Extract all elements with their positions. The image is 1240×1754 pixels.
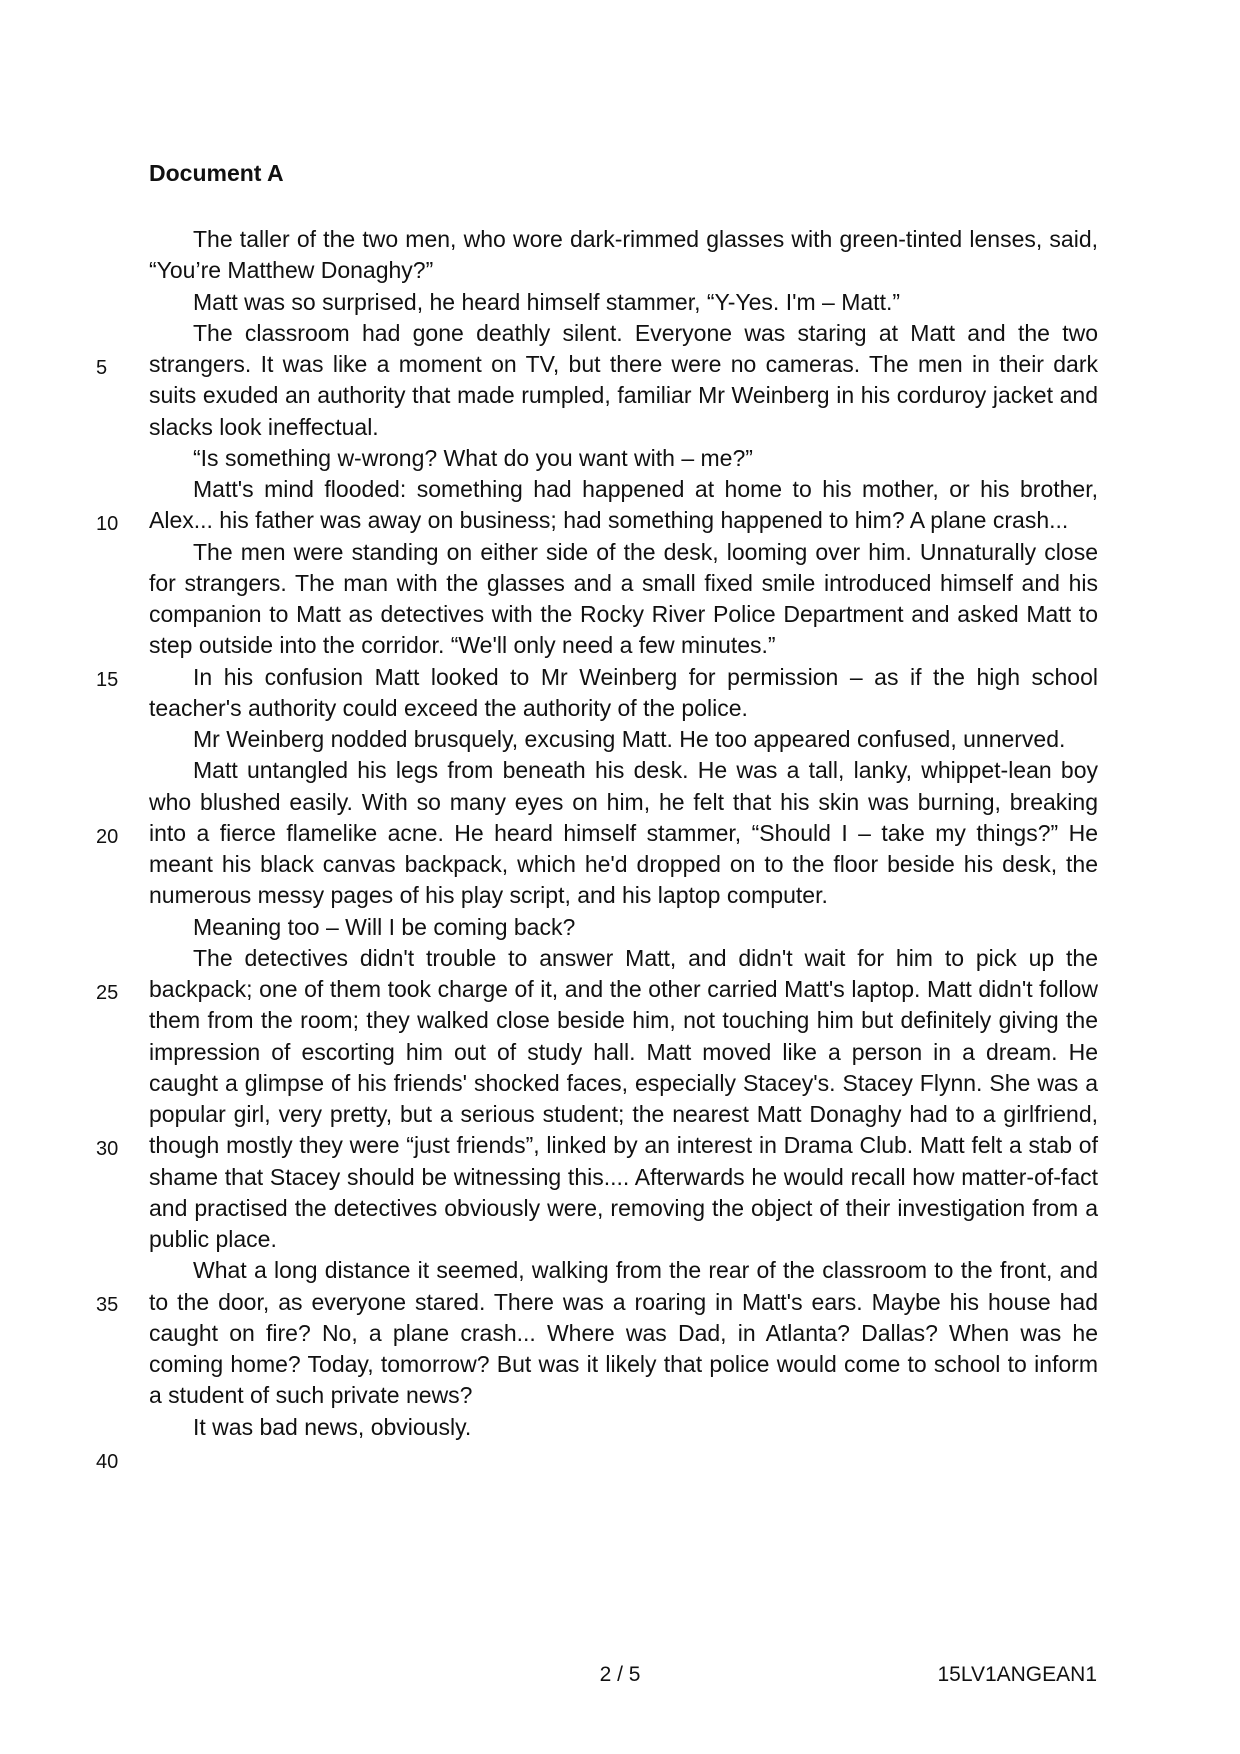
document-title: Document A [149,160,284,186]
line-number: 10 [96,513,119,535]
line-number: 25 [96,982,119,1004]
line-number: 40 [96,1451,119,1473]
page-number: 2 / 5 [599,1663,641,1686]
paragraph: In his confusion Matt looked to Mr Weinberg for permission – as if the high school teacher's authority could exceed the authority of the police. [149,663,1098,721]
paragraph: The men were standing on either side of the desk, looming over him. Unnaturally close for strangers. The man with the glasses and a small fixed smile introduced himself and his companion to Matt as detectives with the Rocky River Police Department and asked Matt to step outside into the corridor. “We'll only need a few minutes.” [149,538,1098,659]
paragraph: It was bad news, obviously. [193,1413,472,1440]
line-number: 35 [96,1294,119,1316]
line-number: 30 [96,1138,119,1160]
paragraph: Mr Weinberg nodded brusquely, excusing Matt. He too appeared confused, unnerved. [193,726,1066,752]
document-body [149,224,1098,1443]
paragraph: Matt was so surprised, he heard himself stammer, “Y-Yes. I'm – Matt.” [193,288,901,315]
paragraph: What a long distance it seemed, walking from the rear of the classroom to the front, and to the door, as everyone stared. There was a roaring in Matt's ears. Maybe his house had caught on fire? No, a plane crash... Where was Dad, in Atlanta? Dallas? When was he coming home? Today, tomorrow? But was it likely that police would come to school to inform a student of such private news? [149,1257,1098,1409]
paragraph: The classroom had gone deathly silent. Everyone was staring at Matt and the two strangers. It was like a moment on TV, but there were no cameras. The men in their dark suits exuded an authority that made rumpled, familiar Mr Weinberg in his corduroy jacket and slacks look ineffectual. [149,319,1098,440]
document-code: 15LV1ANGEAN1 [937,1663,1097,1686]
paragraph: The detectives didn't trouble to answer Matt, and didn't wait for him to pick up the backpack; one of them took charge of it, and the other carried Matt's laptop. Matt didn't follow them from the room; they walked close beside him, not touching him but definitely giving the impression of escorting him out of study hall. Matt moved like a person in a dream. He caught a glimpse of his friends' shocked faces, especially Stacey's. Stacey Flynn. She was a popular girl, very pretty, but a serious student; the nearest Matt Donaghy had to a girlfriend, though mostly they were “just friends”, linked by an interest in Drama Club. Matt felt a stab of shame that Stacey should be witnessing this.... Afterwards he would recall how matter-of-fact and practised the detectives obviously were, removing the object of their investigation from a public place. [149,944,1098,1252]
line-number: 5 [96,357,108,379]
paragraph: The taller of the two men, who wore dark-rimmed glasses with green-tinted lenses, said, “You’re Matthew Donaghy?” [149,226,1098,284]
paragraph: Matt untangled his legs from beneath his desk. He was a tall, lanky, whippet-lean boy who blushed easily. With so many eyes on him, he felt that his skin was burning, breaking into a fierce flamelike acne. He heard himself stammer, “Should I – take my things?” He meant his black canvas backpack, which he'd dropped on to the floor beside his desk, the numerous messy pages of his play script, and his laptop computer. [149,757,1098,909]
paragraph: “Is something w-wrong? What do you want with – me?” [193,444,753,471]
line-number: 15 [96,669,119,691]
paragraph: Matt's mind flooded: something had happened at home to his mother, or his brother, Alex... his father was away on business; had something happened to him? A plane crash... [149,476,1098,534]
line-number: 20 [96,826,119,848]
paragraph: Meaning too – Will I be coming back? [193,913,576,940]
